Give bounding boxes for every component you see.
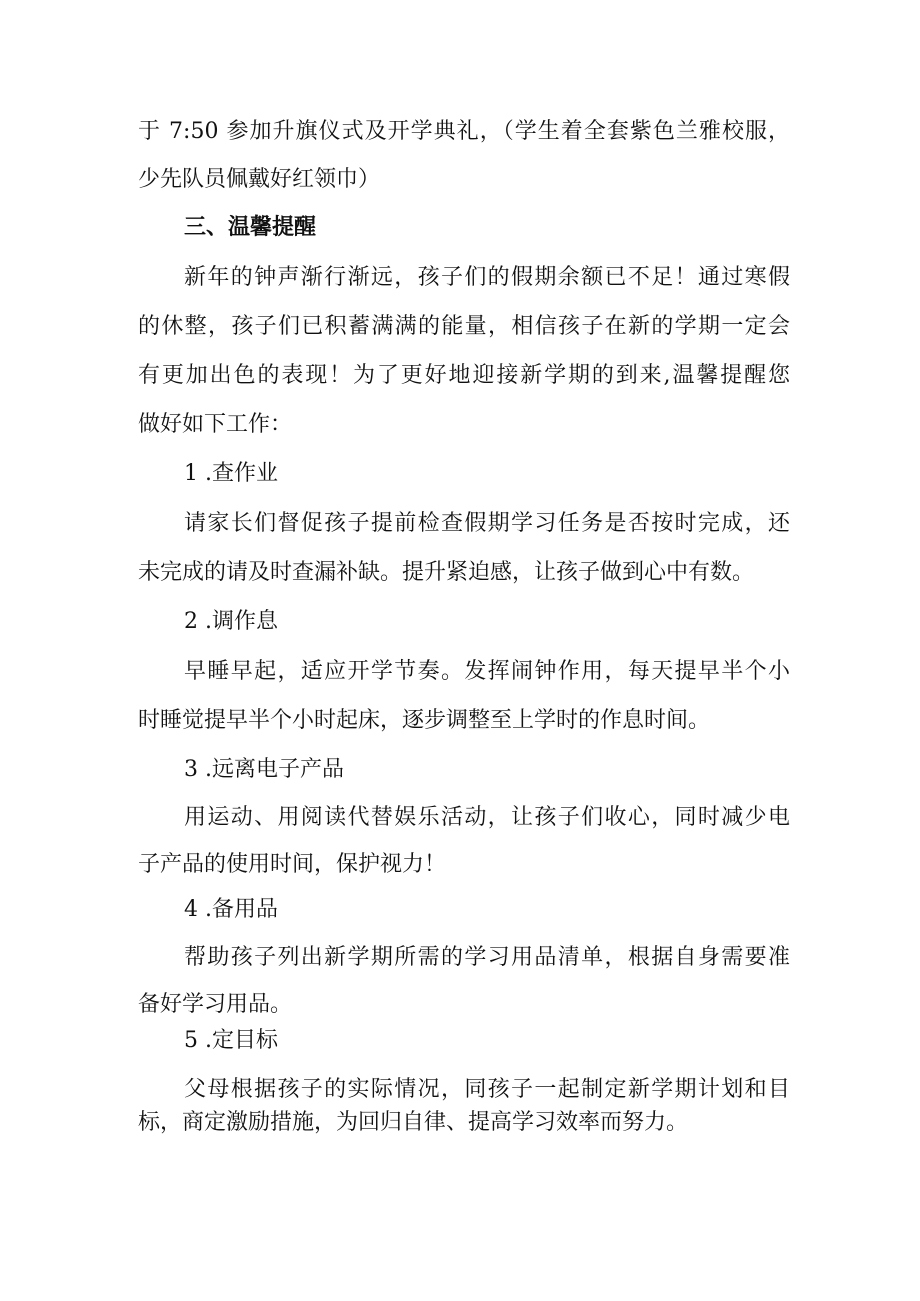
paragraph-line: 少先队员佩戴好红领巾） [138, 167, 381, 192]
list-item-title: 2 .调作息 [184, 609, 278, 634]
paragraph-line: 未完成的请及时查漏补缺。提升紧迫感，让孩子做到心中有数。 [138, 560, 755, 585]
paragraph-line: 早睡早起，适应开学节奏。发挥闹钟作用，每天提早半个小 [184, 659, 790, 684]
paragraph-line: 用运动、用阅读代替娱乐活动，让孩子们收心，同时减少电 [184, 805, 790, 830]
list-item-title: 1 .查作业 [184, 461, 278, 486]
paragraph-line: 的休整，孩子们已积蓄满满的能量，相信孩子在新的学期一定会 [138, 314, 790, 339]
paragraph-line: 请家长们督促孩子提前检查假期学习任务是否按时完成，还 [184, 511, 790, 536]
paragraph-line: 备好学习用品。 [138, 992, 293, 1017]
paragraph-line: 于 7:50 参加升旗仪式及开学典礼，（学生着全套紫色兰雅校服， [138, 119, 790, 144]
paragraph-line: 新年的钟声渐行渐远，孩子们的假期余额已不足！通过寒假 [184, 265, 790, 290]
paragraph-line: 做好如下工作： [138, 412, 293, 437]
list-item-title: 4 .备用品 [184, 897, 278, 922]
paragraph-line: 时睡觉提早半个小时起床，逐步调整至上学时的作息时间。 [138, 708, 711, 733]
section-heading: 三、温馨提醒 [184, 215, 317, 240]
paragraph-line: 父母根据孩子的实际情况，同孩子一起制定新学期计划和目 [184, 1077, 790, 1102]
list-item-title: 5 .定目标 [184, 1028, 278, 1053]
list-item-title: 3 .远离电子产品 [184, 757, 344, 782]
paragraph-line: 有更加出色的表现！为了更好地迎接新学期的到来,温馨提醒您 [138, 363, 790, 388]
paragraph-line: 帮助孩子列出新学期所需的学习用品清单，根据自身需要准 [184, 945, 790, 970]
paragraph-line: 子产品的使用时间，保护视力！ [138, 852, 447, 877]
paragraph-line: 标，商定激励措施，为回归自律、提高学习效率而努力。 [138, 1110, 689, 1135]
